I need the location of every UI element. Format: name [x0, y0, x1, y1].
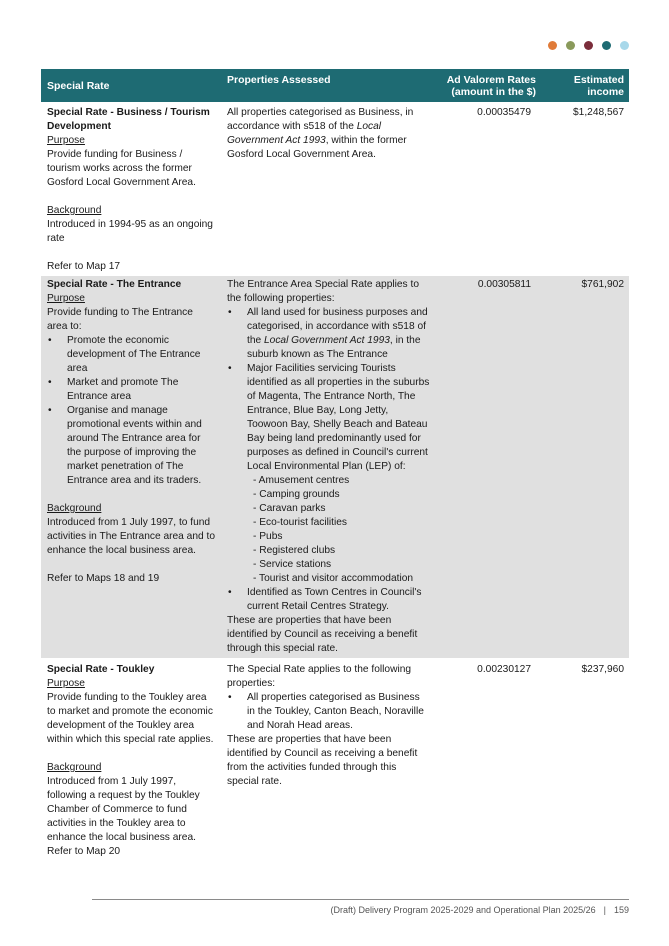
- rate-description-cell: [41, 276, 221, 659]
- estimated-income: $761,902: [541, 276, 629, 659]
- act-name: Local Government Act 1993: [264, 335, 390, 346]
- header-estimated-line2: income: [587, 86, 624, 98]
- purpose-text: Provide funding to The Entrance area to:: [47, 307, 193, 332]
- list-item: • Organise and manage promotional events within and around The Entrance area for the purpose of improving the market penetration of The Entrance area and its traders.: [67, 404, 216, 488]
- properties-intro: The Entrance Area Special Rate applies to the following properties:: [227, 279, 419, 304]
- facility-item: - Pubs: [253, 530, 430, 544]
- purpose-text: Provide funding to the Toukley area to market and promote the economic development of the Toukley area within which this special rate applies.: [47, 692, 214, 745]
- list-item-text-end: , in the suburb known as The Entrance: [247, 335, 421, 360]
- background-text: Introduced in 1994-95 as an ongoing rate: [47, 219, 213, 244]
- header-ad-valorem-line2: (amount in the $): [451, 86, 536, 98]
- purpose-text: Provide funding for Business / tourism works across the former Gosford Local Government Area.: [47, 149, 196, 188]
- estimated-income: $1,248,567: [573, 107, 624, 118]
- header-ad-valorem-line1: Ad Valorem Rates: [446, 74, 536, 86]
- dot-teal: [602, 41, 611, 50]
- facility-item: - Service stations: [253, 558, 430, 572]
- list-item: • Promote the economic development of The Entrance area: [67, 334, 216, 376]
- ad-valorem-rate: 0.00035479: [477, 107, 531, 118]
- properties-cell: [221, 276, 435, 659]
- facility-item: - Caravan parks: [253, 502, 430, 516]
- header-properties-assessed: Properties Assessed: [221, 69, 435, 102]
- dot-light-blue: [620, 41, 629, 50]
- list-item: • Market and promote The Entrance area: [67, 376, 216, 404]
- page-footer: [330, 905, 629, 915]
- facility-item: - Registered clubs: [253, 544, 430, 558]
- footer-rule: [92, 899, 629, 900]
- special-rates-table: [41, 69, 629, 861]
- rate-title: Special Rate - Toukley: [47, 664, 155, 675]
- properties-outro: These are properties that have been identified by Council as receiving a benefit from the activities funded through this special rate.: [227, 734, 418, 787]
- list-item-text: Major Facilities servicing Tourists identified as all properties in the suburbs of Magenta, The Entrance North, The Entrance, Blue Bay, Long Jetty, Toowoon Bay, Shelly Beach and Bateau Bay being land predominantly used for purposes as defined in Council's current Local Environmental Plan (LEP) of:: [247, 363, 430, 472]
- table-row: [41, 276, 629, 659]
- dot-olive: [566, 41, 575, 50]
- properties-list: [227, 691, 430, 733]
- dot-orange: [548, 41, 557, 50]
- background-text: Introduced from 1 July 1997, following a request by the Toukley Chamber of Commerce to fund activities in the Toukley area to enhance the local business area.: [47, 776, 200, 843]
- list-item: • Identified as Town Centres in Council's current Retail Centres Strategy.: [247, 586, 430, 614]
- list-item: • All properties categorised as Business in the Toukley, Canton Beach, Noraville and Norah Head areas.: [247, 691, 430, 733]
- page-number: 159: [613, 905, 629, 915]
- facilities-list: [227, 474, 430, 586]
- properties-outro: These are properties that have been identified by Council as receiving a benefit through this special rate.: [227, 615, 418, 654]
- list-item-text: All land used for business purposes and categorised, in accordance with s518 of the: [247, 307, 428, 346]
- ad-valorem-rate: 0.00305811: [435, 276, 541, 659]
- rate-description-cell: [41, 102, 221, 276]
- properties-list-continued: [227, 586, 430, 614]
- properties-intro: The Special Rate applies to the following properties:: [227, 664, 412, 689]
- list-item: [247, 306, 430, 362]
- estimated-income: $237,960: [541, 659, 629, 862]
- rate-description-cell: [41, 659, 221, 862]
- document-title: (Draft) Delivery Program 2025-2029 and Operational Plan 2025/26: [330, 905, 596, 915]
- table-row: [41, 659, 629, 862]
- header-estimated-line1: Estimated: [573, 74, 624, 86]
- properties-text: All properties categorised as Business, in accordance with s518 of the: [227, 107, 414, 132]
- properties-list: [227, 306, 430, 474]
- properties-text-end: , within the former Gosford Local Government Area.: [227, 135, 407, 160]
- header-special-rate: Special Rate: [41, 69, 221, 102]
- header-ad-valorem: [435, 69, 541, 102]
- ad-valorem-rate: 0.00230127: [435, 659, 541, 862]
- map-reference: Refer to Map 20: [47, 846, 121, 857]
- dot-maroon: [584, 41, 593, 50]
- facility-item: - Eco-tourist facilities: [253, 516, 430, 530]
- properties-cell: [221, 659, 435, 862]
- purpose-heading: Purpose: [47, 678, 85, 689]
- act-name: Local Government Act 1993: [227, 121, 382, 146]
- header-estimated-income: [541, 69, 629, 102]
- rate-title: Special Rate - The Entrance: [47, 279, 182, 290]
- table-row: [41, 102, 629, 276]
- purpose-heading: Purpose: [47, 135, 85, 146]
- background-heading: Background: [47, 205, 102, 216]
- facility-item: - Camping grounds: [253, 488, 430, 502]
- purpose-heading: Purpose: [47, 293, 85, 304]
- background-text: Introduced from 1 July 1997, to fund activities in The Entrance area and to enhance the local business area.: [47, 517, 216, 556]
- map-reference: Refer to Map 17: [47, 261, 121, 272]
- table-header-row: [41, 69, 629, 102]
- facility-item: - Amusement centres: [253, 474, 430, 488]
- purpose-list: [47, 334, 216, 488]
- background-heading: Background: [47, 503, 102, 514]
- background-heading: Background: [47, 762, 102, 773]
- footer-separator: |: [603, 905, 606, 915]
- list-item: [247, 362, 430, 474]
- map-reference: Refer to Maps 18 and 19: [47, 573, 160, 584]
- facility-item: - Tourist and visitor accommodation: [253, 572, 430, 586]
- decorative-dots: [548, 41, 629, 50]
- rate-title: Special Rate - Business / Tourism Development: [47, 107, 210, 132]
- properties-cell: [221, 102, 435, 276]
